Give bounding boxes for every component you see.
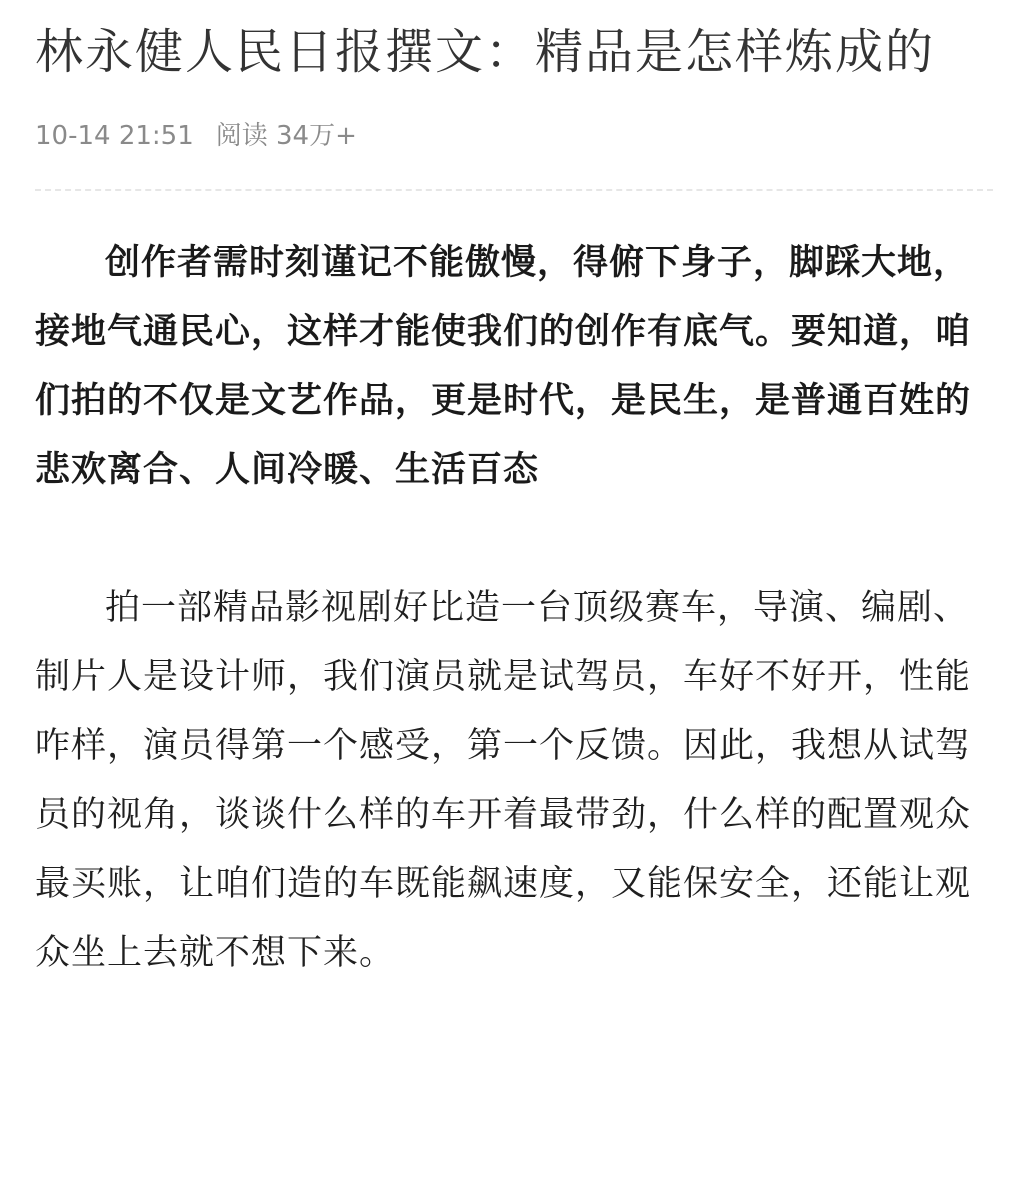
article-meta xyxy=(35,118,993,154)
publish-time: 10-14 21:51 xyxy=(35,121,194,151)
dashed-divider xyxy=(35,189,993,191)
article xyxy=(35,0,993,988)
lead-paragraph: 创作者需时刻谨记不能傲慢，得俯下身子，脚踩大地，接地气通民心，这样才能使我们的创作有底气。要知道，咱们拍的不仅是文艺作品，更是时代，是民生，是普通百姓的悲欢离合、人间冷暖、生活百态 xyxy=(35,243,972,490)
read-count: 阅读 34万+ xyxy=(215,121,357,151)
body-paragraph: 拍一部精品影视剧好比造一台顶级赛车，导演、编剧、制片人是设计师，我们演员就是试驾员，车好不好开，性能咋样，演员得第一个感受，第一个反馈。因此，我想从试驾员的视角，谈谈什么样的车开着最带劲，什么样的配置观众最买账，让咱们造的车既能飙速度，又能保安全，还能让观众坐上去就不想下来。 xyxy=(35,588,972,973)
article-title: 林永健人民日报撰文：精品是怎样炼成的 xyxy=(35,24,936,80)
